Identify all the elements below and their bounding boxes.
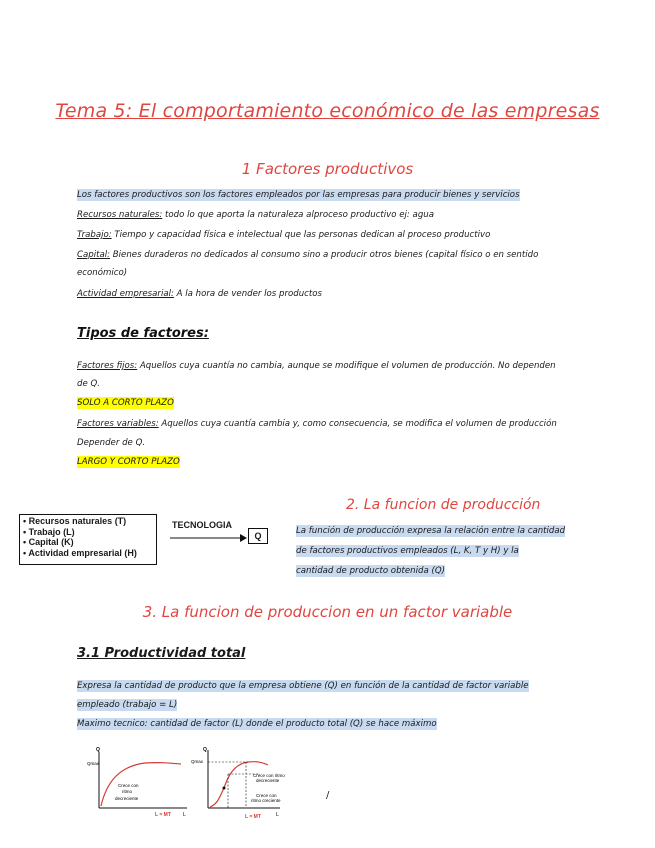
variables-line: Factores variables: Aquellos cuya cuantía cambia y, como consecuencia, se modifica el volumen de producción bbox=[77, 419, 557, 429]
ymax-label: Qmax bbox=[87, 761, 100, 766]
item-trabajo: Trabajo: Tiempo y capacidad física e intelectual que las personas dedican al proceso productivo bbox=[77, 230, 491, 240]
stray-mark: / bbox=[326, 790, 330, 801]
factor-item: • Capital (K) bbox=[23, 537, 74, 547]
fijos-tag: SOLO A CORTO PLAZO bbox=[77, 398, 174, 408]
tecnologia-label: TECNOLOGIA bbox=[172, 520, 232, 530]
tipos-heading: Tipos de factores: bbox=[77, 326, 209, 341]
item-actividad: Actividad empresarial: A la hora de vender los productos bbox=[77, 289, 322, 299]
page-title: Tema 5: El comportamiento económico de las empresas bbox=[55, 100, 600, 122]
curve-label: Crece con bbox=[256, 793, 277, 798]
inflection-point bbox=[223, 787, 226, 790]
y-label: Q bbox=[203, 747, 207, 753]
x-label: L bbox=[183, 812, 186, 818]
section2-line: de factores productivos empleados (L, K, T y H) y la bbox=[296, 546, 519, 556]
item-recursos: Recursos naturales: todo lo que aporta la naturaleza alproceso productivo ej: agua bbox=[77, 210, 434, 220]
curve-label: decreciente bbox=[115, 796, 139, 801]
variables-tag: LARGO Y CORTO PLAZO bbox=[77, 457, 180, 467]
x-label: L bbox=[276, 812, 279, 818]
variables-cont: Depender de Q. bbox=[77, 438, 146, 448]
factors-box bbox=[19, 514, 157, 565]
factor-item: • Recursos naturales (T) bbox=[23, 516, 127, 526]
arrow-icon bbox=[168, 532, 248, 544]
x-mark-label: L = MT bbox=[155, 812, 171, 818]
curve-label: ritmo creciente bbox=[251, 798, 281, 803]
curve-label: decreciente bbox=[256, 778, 280, 783]
curve-label: ritmo bbox=[122, 789, 132, 794]
section2-heading: 2. La funcion de producción bbox=[346, 497, 541, 513]
section2-line: cantidad de producto obtenida (Q) bbox=[296, 566, 445, 576]
section3-line: Maximo tecnico: cantidad de factor (L) donde el producto total (Q) se hace máximo bbox=[77, 719, 437, 729]
section2-line: La función de producción expresa la relación entre la cantidad bbox=[296, 526, 566, 536]
section3-line: Expresa la cantidad de producto que la empresa obtiene (Q) en función de la cantidad de factor variable bbox=[77, 681, 529, 691]
tp-curve bbox=[101, 763, 181, 806]
item-capital-cont: económico) bbox=[77, 268, 128, 278]
fijos-cont: de Q. bbox=[77, 379, 100, 389]
factor-item: • Actividad empresarial (H) bbox=[23, 547, 137, 558]
curve-label: Crece con bbox=[118, 783, 139, 788]
fijos-line: Factores fijos: Aquellos cuya cuantía no cambia, aunque se modifique el volumen de producción. No dependen bbox=[77, 361, 556, 371]
section3-subheading: 3.1 Productividad total bbox=[77, 646, 246, 661]
y-label: Q bbox=[96, 747, 100, 753]
section3-line: empleado (trabajo = L) bbox=[77, 700, 178, 710]
total-product-graph-2 bbox=[190, 744, 310, 824]
factor-item: • Trabajo (L) bbox=[23, 526, 75, 537]
section1-intro: Los factores productivos son los factores empleados por las empresas para producir bienes y servicios bbox=[77, 190, 520, 200]
ymax-label: Qmax bbox=[191, 759, 204, 764]
item-capital: Capital: Bienes duraderos no dedicados al consumo sino a producir otros bienes (capital físico o en sentido bbox=[77, 250, 539, 260]
section3-heading: 3. La funcion de produccion en un factor variable bbox=[142, 603, 513, 621]
x-mark-label: L = MT bbox=[245, 814, 261, 820]
total-product-graph-1 bbox=[85, 744, 195, 824]
curve-label: Crece con ritmo bbox=[253, 773, 285, 778]
q-box: Q bbox=[248, 528, 268, 544]
section1-heading: 1 Factores productivos bbox=[241, 160, 414, 178]
